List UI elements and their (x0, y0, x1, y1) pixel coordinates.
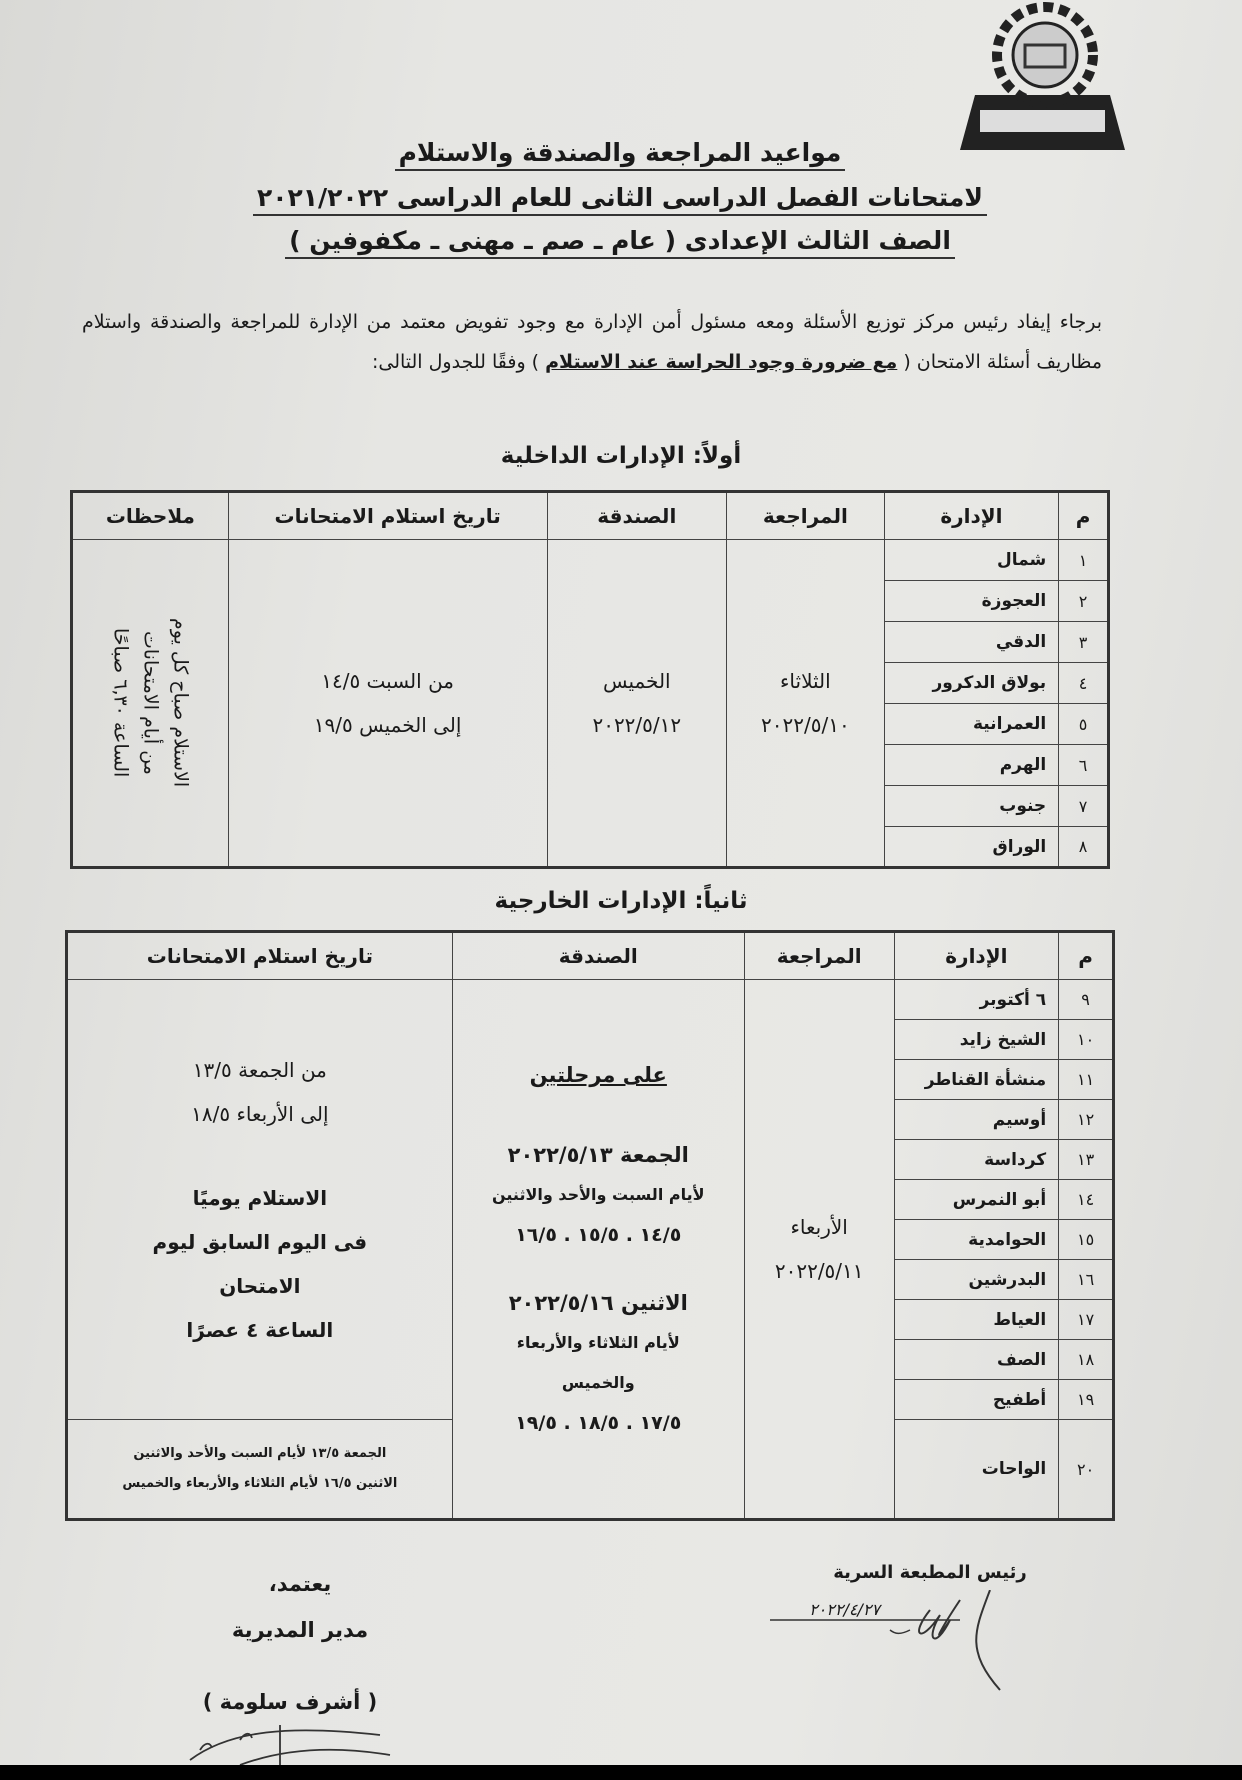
row-number: ٢ (1059, 581, 1109, 622)
row-number: ١٥ (1059, 1220, 1114, 1260)
screen-bottom-bar (0, 1765, 1242, 1780)
department-name: شمال (884, 540, 1059, 581)
review-cell: الثلاثاء ٢٠٢٢/٥/١٠ (727, 540, 885, 868)
department-name: الشيخ زايد (894, 1020, 1059, 1060)
department-name: الهرم (884, 745, 1059, 786)
department-name: الحوامدية (894, 1220, 1059, 1260)
department-name: ٦ أكتوبر (894, 980, 1059, 1020)
row-number: ١٠ (1059, 1020, 1114, 1060)
row-number: ٥ (1059, 704, 1109, 745)
header-review: المراجعة (727, 492, 885, 540)
table-header-row (72, 492, 1109, 540)
department-name: أبو النمرس (894, 1180, 1059, 1220)
department-name: العمرانية (884, 704, 1059, 745)
row-number: ٧ (1059, 786, 1109, 827)
department-name: العجوزة (884, 581, 1059, 622)
boxing-cell: الخميس ٢٠٢٢/٥/١٢ (547, 540, 727, 868)
row-number: ٤ (1059, 663, 1109, 704)
department-name: البدرشين (894, 1260, 1059, 1300)
title-line-3: الصف الثالث الإعدادى ( عام ـ صم ـ مهنى ـ مكفوفين ) (150, 226, 1090, 255)
row-number: ٦ (1059, 745, 1109, 786)
intro-underlined: مع ضرورة وجود الحراسة عند الاستلام (545, 351, 898, 373)
director-name: ( أشرف سلومة ) (202, 1690, 378, 1714)
header-boxing: الصندقة (452, 932, 744, 980)
department-name: جنوب (884, 786, 1059, 827)
department-name: أوسيم (894, 1100, 1059, 1140)
approval-label: يعتمد، (268, 1572, 332, 1596)
row-number: ١٨ (1059, 1340, 1114, 1380)
boxing-title: على مرحلتين (529, 1063, 667, 1087)
header-receipt-date: تاريخ استلام الامتحانات (228, 492, 547, 540)
department-name: الدقي (884, 622, 1059, 663)
department-name: الصف (894, 1340, 1059, 1380)
press-head-title: رئيس المطبعة السرية (833, 1562, 1027, 1583)
oases-note-cell: الجمعة ١٣/٥ لأيام السبت والأحد والاثنين الاثنين ١٦/٥ لأيام الثلاثاء والأربعاء والخميس (67, 1420, 453, 1520)
department-name: بولاق الدكرور (884, 663, 1059, 704)
table-row (72, 540, 1109, 581)
internal-departments-table (70, 490, 1110, 869)
department-name: كرداسة (894, 1140, 1059, 1180)
department-name: العياط (894, 1300, 1059, 1340)
press-logo-icon (950, 0, 1135, 150)
row-number: ٩ (1059, 980, 1114, 1020)
press-head-date: ٢٠٢٢/٤/٢٧ (809, 1600, 880, 1619)
row-number: ١١ (1059, 1060, 1114, 1100)
section2-heading: ثانياً: الإدارات الخارجية (494, 888, 748, 914)
header-receipt-date: تاريخ استلام الامتحانات (67, 932, 453, 980)
department-name: أطفيح (894, 1380, 1059, 1420)
department-name: منشأة القناطر (894, 1060, 1059, 1100)
row-number: ١٤ (1059, 1180, 1114, 1220)
row-number: ١٦ (1059, 1260, 1114, 1300)
header-review: المراجعة (744, 932, 894, 980)
header-notes: ملاحظات (72, 492, 229, 540)
review-cell: الأربعاء ٢٠٢٢/٥/١١ (744, 980, 894, 1520)
receipt-cell: من الجمعة ١٣/٥ إلى الأربعاء ١٨/٥ الاستلام يوميًا فى اليوم السابق ليوم الامتحان الساعة ٤ عصرًا (67, 980, 453, 1420)
table-header-row (67, 932, 1114, 980)
header-number: م (1059, 932, 1114, 980)
row-number: ٨ (1059, 827, 1109, 868)
notes-cell: الاستلام صباح كل يوم من أيام الامتحانات الساعة ٦,٣٠ صباحًا (72, 540, 229, 868)
receipt-cell: من السبت ١٤/٥ إلى الخميس ١٩/٥ (228, 540, 547, 868)
row-number: ١٧ (1059, 1300, 1114, 1340)
header-department: الإدارة (894, 932, 1059, 980)
director-signature-icon (180, 1720, 400, 1765)
table-row (67, 980, 1114, 1020)
row-number: ٣ (1059, 622, 1109, 663)
row-number: ٢٠ (1059, 1420, 1114, 1520)
section1-heading: أولاً: الإدارات الداخلية (500, 443, 742, 469)
header-number: م (1059, 492, 1109, 540)
department-name: الوراق (884, 827, 1059, 868)
intro-paragraph: برجاء إيفاد رئيس مركز توزيع الأسئلة ومعه مسئول أمن الإدارة مع وجود تفويض معتمد من الإدارة للمراجعة والصندقة واستلام مظاريف أسئلة الامتحان ( مع ضرورة وجود الحراسة عند الاستلام ) وفقًا للجدول التالى: (82, 311, 1102, 373)
title-line-1: مواعيد المراجعة والصندقة والاستلام (150, 138, 1090, 167)
external-departments-table (65, 930, 1115, 1521)
row-number: ١ (1059, 540, 1109, 581)
title-line-2: لامتحانات الفصل الدراسى الثانى للعام الدراسى ٢٠٢١/٢٠٢٢ (150, 183, 1090, 212)
row-number: ١٣ (1059, 1140, 1114, 1180)
director-title: مدير المديرية (231, 1618, 369, 1642)
header-boxing: الصندقة (547, 492, 727, 540)
row-number: ١٢ (1059, 1100, 1114, 1140)
department-name: الواحات (894, 1420, 1059, 1520)
header-department: الإدارة (884, 492, 1059, 540)
row-number: ١٩ (1059, 1380, 1114, 1420)
boxing-cell: على مرحلتين الجمعة ٢٠٢٢/٥/١٣ لأيام السبت والأحد والاثنين ١٤/٥ . ١٥/٥ . ١٦/٥ الاثنين ٢٠٢٢/٥/١٦ لأيام الثلاثاء والأربعاء والخميس ١٧/٥ . ١٨/٥ . ١٩/٥ (452, 980, 744, 1520)
